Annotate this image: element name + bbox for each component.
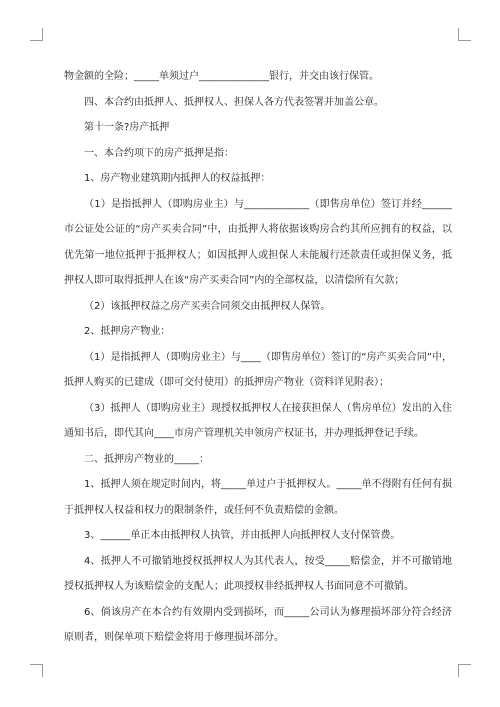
paragraph-authorization: 4、抵押人不可撤销地授权抵押权人为其代表人，按受_____赔偿金，并不可撤销地授权抵押权人为该赔偿金的支配人；此项授权非经抵押权人书面同意不可撤销。 (64, 555, 452, 592)
paragraph-policy-custody: 3、______单正本由抵押权人执管，并由抵押人向抵押权人支付保管费。 (84, 530, 401, 541)
paragraph-clause-property-3: （3）抵押人（即购房业主）现授权抵押权人在接获担保人（售房单位）发出的入住通知书后，即代其向____市房产管理机关申领房产权证书，并办理抵押登记手续。 (64, 402, 452, 439)
document-body (64, 64, 452, 651)
article-heading: 第十一条?房产抵押 (84, 122, 170, 133)
crop-mark-top-right (458, 28, 471, 41)
crop-mark-bottom-left (30, 664, 43, 677)
paragraph-construction-period: 1、房产物业建筑期内抵押人的权益抵押： (84, 173, 271, 184)
paragraph-clause-property-1: （1）是指抵押人（即购房业主）与____（即售房单位）签订的“房产买卖合同”中，抵押人购买的已建成（即可交付使用）的抵押房产物业（资料详见附表）； (64, 351, 452, 388)
paragraph-insurance-transfer: 物金额的全险；_____单须过户______________银行，并交由该行保管。 (64, 71, 379, 82)
crop-mark-top-left (30, 28, 43, 41)
paragraph-signing: 四、本合约由抵押人、抵押权人、担保人各方代表签署并加盖公章。 (84, 96, 384, 108)
paragraph-mortgaged-property: 2、抵押房产物业： (84, 326, 171, 337)
paragraph-transfer-policy: 1、抵押人须在规定时间内，将_____单过户于抵押权人。_____单不得附有任何有损于抵押权人权益和权力的限制条件，或任何不负责赔偿的金额。 (64, 479, 452, 516)
paragraph-damage-repair: 6、倘该房产在本合约有效期内受到损坏，而_____公司认为修理损坏部分符合经济原则者，则保单项下赔偿金将用于修理损坏部分。 (64, 606, 452, 643)
crop-mark-bottom-right (458, 664, 471, 677)
paragraph-clause-2: （2）该抵押权益之房产买卖合同须交由抵押权人保管。 (84, 300, 331, 312)
paragraph-clause-1: （1）是指抵押人（即购房业主）与_____________（即售房单位）签订并经______市公证处公证的“房产买卖合同”中，由抵押人将依据该购房合约其所应拥有的权益，以优先第一地位抵押于抵押权人；如因抵押人或担保人未能履行还款责任或担保义务，抵押权人即可取得抵押人在该“房产买卖合同”内的全部权益，以清偿所有欠款； (64, 198, 452, 286)
section-heading-property: 二、抵押房产物业的_____： (84, 453, 209, 465)
section-heading-mortgage-definition: 一、本合约项下的房产抵押是指： (84, 147, 234, 159)
